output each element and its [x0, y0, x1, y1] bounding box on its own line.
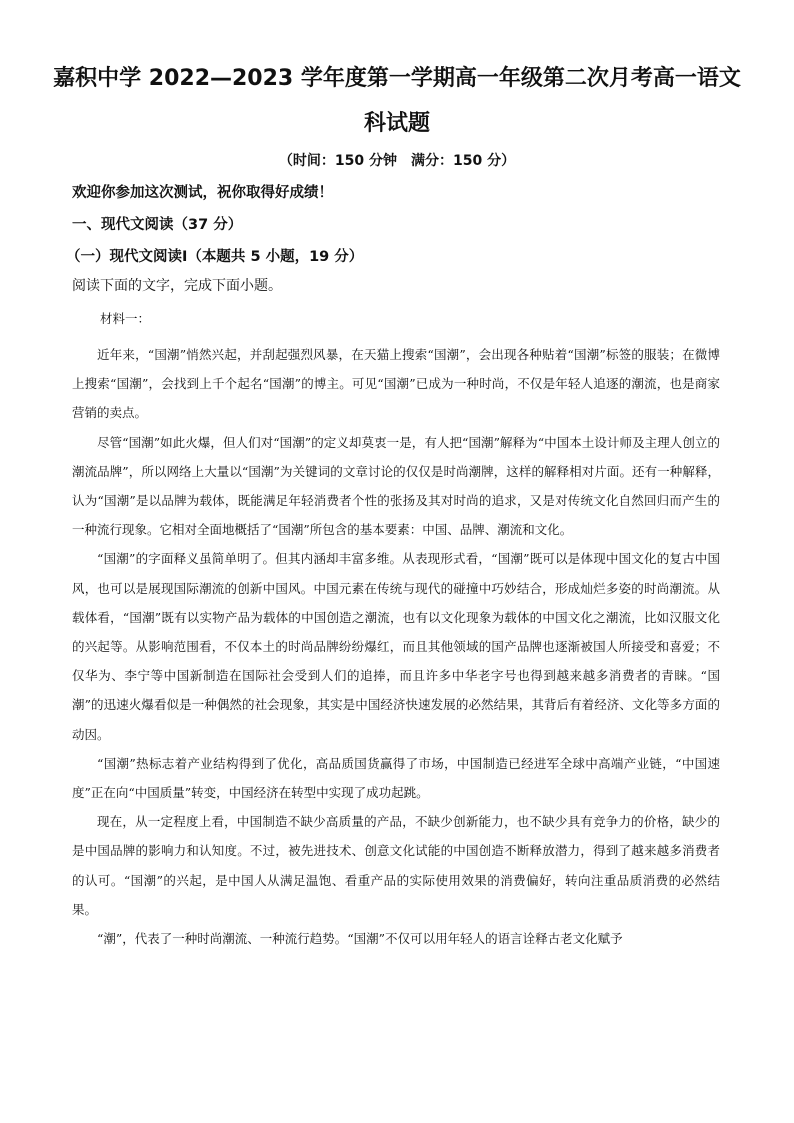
exam-title-line2: 科试题	[363, 111, 430, 136]
material-label: 材料一：	[100, 311, 151, 326]
exam-title-line1: 嘉积中学 2022—2023 学年度第一学期高一年级第二次月考高一语文	[53, 66, 741, 91]
paragraph: 尽管“国潮”如此火爆，但人们对“国潮”的定义却莫衷一是，有人把“国潮”解释为“中国本土设计师及主理人创立的潮流品牌”，所以网络上大量以“国潮”为关键词的文章讨论的仅仅是时尚潮牌，这样的解释相对片面。还有一种解释，认为“国潮”是以品牌为载体，既能满足年轻消费者个性的张扬及其对时尚的追求，又是对传统文化自然回归而产生的一种流行现象。它相对全面地概括了“国潮”所包含的基本要素：中国、品牌、潮流和文化。	[72, 434, 720, 538]
paragraph: “潮”，代表了一种时尚潮流、一种流行趋势。“国潮”不仅可以用年轻人的语言诠释古老文化赋予	[97, 931, 623, 947]
passage-body	[72, 340, 720, 953]
exam-meta: （时间：150 分钟 满分：150 分）	[278, 153, 516, 169]
paragraph: “国潮”热标志着产业结构得到了优化，高品质国货赢得了市场，中国制造已经进军全球中高端产业链，“中国速度”正在向“中国质量”转变，中国经济在转型中实现了成功起跳。	[72, 755, 720, 801]
subsection-heading: （一）现代文阅读Ⅰ（本题共 5 小题，19 分）	[66, 249, 364, 265]
intro-greeting: 欢迎你参加这次测试，祝你取得好成绩！	[72, 185, 333, 201]
instruction-text: 阅读下面的文字，完成下面小题。	[72, 278, 282, 294]
section-heading: 一、现代文阅读（37 分）	[72, 217, 243, 233]
paragraph: 近年来，“国潮”悄然兴起，并刮起强烈风暴，在天猫上搜索“国潮”，会出现各种贴着“国潮”标签的服装；在微博上搜索“国潮”，会找到上千个起名“国潮”的博主。可见“国潮”已成为一种时尚，不仅是年轻人追逐的潮流，也是商家营销的卖点。	[72, 347, 720, 421]
paragraph: “国潮”的字面释义虽简单明了。但其内涵却丰富多维。从表现形式看，“国潮”既可以是体现中国文化的复古中国风，也可以是展现国际潮流的创新中国风。中国元素在传统与现代的碰撞中巧妙结合，形成灿烂多姿的时尚潮流。从载体看，“国潮”既有以实物产品为载体的中国创造之潮流，也有以文化现象为载体的中国文化之潮流，比如汉服文化的兴起等。从影响范围看，不仅本土的时尚品牌纷纷爆红，而且其他领域的国产品牌也逐渐被国人所接受和喜爱；不仅华为、李宁等中国新制造在国际社会受到人们的追捧，而且许多中华老字号也得到越来越多消费者的青睐。“国潮”的迅速火爆看似是一种偶然的社会现象，其实是中国经济快速发展的必然结果，其背后有着经济、文化等多方面的动因。	[72, 551, 720, 742]
paragraph: 现在，从一定程度上看，中国制造不缺少高质量的产品，不缺少创新能力，也不缺少具有竞争力的价格，缺少的是中国品牌的影响力和认知度。不过，被先进技术、创意文化试能的中国创造不断释放潜力，得到了越来越多消费者的认可。“国潮”的兴起，是中国人从满足温饱、看重产品的实际使用效果的消费偏好，转向注重品质消费的必然结果。	[72, 814, 720, 917]
